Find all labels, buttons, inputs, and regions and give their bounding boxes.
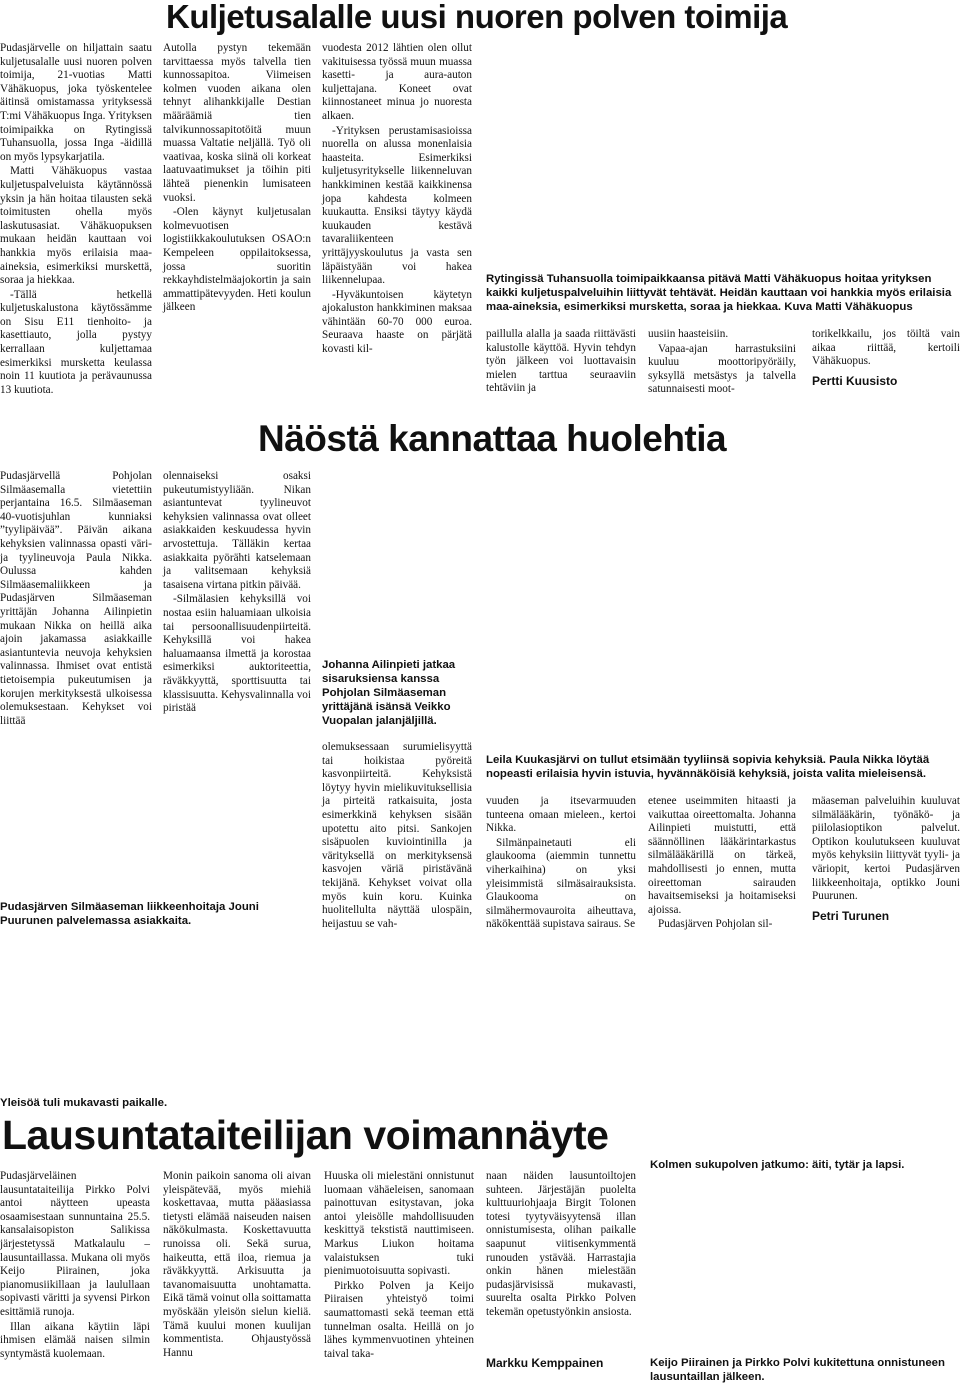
article3-byline: Markku Kemppainen <box>486 1356 604 1370</box>
article2-photo-3-caption: Leila Kuukasjärvi on tullut etsimään tyyliinsä sopivia kehyksiä. Paula Nikka löytää nopeasti erilaisia hyvin istuvia, hyvännäköisiä kehyksiä, joista valita mieleisensä. <box>486 754 930 780</box>
paragraph: Pudasjärvellä Pohjolan Silmäasemalla vietettiin perjantaina 16.5. Silmäaseman 40-vuotisjuhlan kunniaksi ”tyylipäivää”. Päivän aikana kehyksien valinnassa opasti väri- ja tyylineuvoja Paula Nikka. Oulussa kahden Silmäasemaliikkeen ja Pudasjärven Silmäaseman yrittäjän Johanna Ailinpietin mukaan Nikka on heillä aika ajoin jakamassa asiakkaille asiantuntevia neuvoja kehyksien valinnassa. Ihmiset ovat entistä tietoisempia pukeutumisen ja korujen merkityksestä ulkoisessa olemuksestaan. Kehykset voi liittää <box>0 470 152 727</box>
article3-column-2 <box>163 1170 311 1361</box>
paragraph: uusiin haasteisiin. <box>648 328 729 340</box>
paragraph: Vapaa-ajan harrastuksiini kuuluu moottoripyöräily, syksyllä metsästys ja talvella satunnaisesti moot- <box>648 342 796 396</box>
article1-headline: Kuljetusalalle uusi nuoren polven toimija <box>166 0 788 35</box>
paragraph: Pudasjärven Pohjolan sil- <box>658 918 773 931</box>
article2-photo-1-caption: Pudasjärven Silmäaseman liikkeenhoitaja Jouni Puurunen palvelemassa asiakkaita. <box>0 901 259 927</box>
paragraph: -Hyväkuntoisen käytetyn ajokaluston hankkiminen maksaa vähintään 60-70 000 euroa. Seuraava haaste on pärjätä kovasti kil- <box>322 288 472 356</box>
paragraph: -Silmälasien kehyksillä voi nostaa esiin haluamiaan ulkoisia tai persoonallisuudenpiirteitä. Kehyksillä voi hakea haluamaansa ilmettä ja korostaa esimerkiksi auktoriteettia, räväkkyyttä, sporttisuutta tai klassisuutta. Kehysvalinnalla voi piristää <box>163 593 311 715</box>
article2-column-4 <box>486 795 636 933</box>
article1-column-4 <box>486 328 636 397</box>
article3-column-4 <box>486 1170 636 1321</box>
paragraph: paillulla alalla ja saada riittävästi kalustolle käyttöä. Hyvin tehdyn työn jälkeen voi luottavaisin mielen tarttua seuraaviin tehtäviin ja <box>486 328 636 395</box>
article2-headline: Näöstä kannattaa huolehtia <box>258 418 727 459</box>
paragraph: Monin paikoin sanoma oli aivan yleispätevää, myös miehiä koskettavaa, mutta pääasiassa tietysti elämää naiseuden naisen näkökulmasta. Koskettavuutta runoissa oli. Sekä surua, haikeutta, että iloa, riemua ja räväkkyyttä. Arkisuutta ja tavanomaisuutta unohtamatta. Eikä tämä voinut olla soittamatta myöskään yleisön sielun kieliä. Tämä kuului monen kuulijan kommentista. Ohjaustyössä Hannu <box>163 1170 311 1359</box>
paragraph: Autolla pystyn tekemään tarvittaessa myös talvella tien kunnossapitoa. Viimeisen kolmen vuoden aikana olen tehnyt alihankkijalle Destian määräämiä tien talvikunnossapitotöitä muun muassa Valtatie neljällä. Työ oli vaativaa, koska siinä oli korkeat laatuvaatimukset ja töihin piti lähteä pienenkin lumisateen vuoksi. <box>163 42 311 204</box>
article3-photo-2-caption: Keijo Piirainen ja Pirkko Polvi kukitettuna onnistuneen lausuntaillan jälkeen. <box>650 1357 945 1383</box>
article2-column-2 <box>163 470 311 717</box>
paragraph: -Tällä hetkellä kuljetuskalustona käytössämme on Sisu E11 tienhoito- ja kasettiauto, jolla pystyy kerrallaan kuljettamaa esimerkiksi mursketta keulassa noin 11 kuutiota ja perävaunussa 13 kuutiota. <box>0 288 152 396</box>
paragraph: olemuksessaan surumielisyyttä tai hoikistaa pyöreitä kasvonpiirteitä. Kehyksistä löytyy hyvin mielikuvituksellisia ja pirteitä ratkaisuita, josta esimerkkinä kehyksen sisään upotettu aito pitsi. Sankojen sisäpuolen kuviointinilla ja värityksellä on merkityksensä kasvojen väriä piristävänä tekijänä. Kehykset voivat olla myös kuin koru. Kuinka huolitellulta näyttää ulospäin, heijastuu se vah- <box>322 741 472 930</box>
article2-photo-2-caption: Johanna Ailinpieti jatkaa sisaruksiensa kanssa Pohjolan Silmäaseman yrittäjänä isänsä Veikko Vuopalan jalanjäljillä. <box>322 659 456 727</box>
paragraph: Matti Vähäkuopus vastaa kuljetuspalveluista käytännössä yksin ja hän hoitaa tilausten sekä toimitusten ohella myös laskutusasiat. Vähäkuopuksen mukaan heidän kauttaan voi hankkia myös erilaisia maa-aineksia, esimerkiksi murskettä, soraa ja hiekkaa. <box>0 165 152 287</box>
article1-column-5 <box>648 328 796 398</box>
article3-headline: Lausuntataiteilijan voimannäyte <box>2 1112 609 1158</box>
paragraph: mäaseman palveluihin kuuluvat silmälääkärin, työnäkö- ja piilolasioptikon palvelut. Optikon koulutukseen kuuluvat myös kehyksiin liittyvät tyyli- ja väriopit, kertoi Pudasjärven liikkeenhoitaja, optikko Jouni Puurunen. <box>812 795 960 903</box>
article3-column-3 <box>324 1170 474 1362</box>
article3-top-photo <box>0 958 960 1094</box>
paragraph: torikelkkailu, jos töiltä vain aikaa riittää, kertoili Vähäkuopus. <box>812 328 960 368</box>
paragraph: Silmänpainetauti eli glaukooma (aiemmin tunnettu viherkaihina) on yksi yleisimmistä silmäsairauksista. Glaukooma on silmähermovauroita aiheuttava, näkökenttää supistava sairaus. Se <box>486 836 636 931</box>
article2-photo-2 <box>322 470 472 656</box>
article3-photo-2 <box>650 1176 960 1352</box>
article1-column-3 <box>322 42 472 358</box>
paragraph: Huuska oli mielestäni onnistunut luomaan vähäeleisen, sanomaan painottuvan esitystavan, joka antoi yleisölle mahdollisuuden keskittyä tekstistä nauttimiseen. Markus Liukon hoitama valaistuksen tuki pienimuotoisuutta sopivasti. <box>324 1170 474 1278</box>
article2-photo-3 <box>486 470 960 748</box>
article1-column-2 <box>163 42 311 316</box>
article1-photo-caption: Rytingissä Tuhansuolla toimipaikkaansa pitävä Matti Vähäkuopus hoitaa yrityksen kaikki kuljetuspalveluihin liittyvät tehtävät. Heidän kauttaan voi hankkia myös erilaisia maa-aineksia, esimerkiksi mursketta, soraa ja hiekkaa. Kuva Matti Vähäkuopus <box>486 273 952 313</box>
article2-photo-1 <box>0 752 310 898</box>
article2-column-3 <box>322 741 472 932</box>
article1-column-6 <box>812 328 960 388</box>
article1-column-1 <box>0 42 152 398</box>
article1-photo <box>486 44 960 268</box>
paragraph: -Yrityksen perustamisasioissa nuorella on alussa monenlaisia haasteita. Esimerkiksi kuljetusyritykselle liikenneluvan hankkiminen kestää kaikkinensa jopa kahdesta kolmeen kuukautta. Ensiksi täytyy käydä kuukauden kestävä tavaraliikenteen yrittäjyyskoulutus ja vasta sen läpäistyään voi hakea liikennelupaa. <box>322 124 472 287</box>
paragraph: etenee useimmiten hitaasti ja vaikuttaa oireettomalta. Johanna Ailinpieti muistutti, että säännöllinen lääkärintarkastus silmälääkärillä on tärkeä, mahdollisesti jo ennen, mutta oireettoman sairauden havaitsemiseksi ja hoitamiseksi ajoissa. <box>648 795 796 916</box>
article2-column-6 <box>812 795 960 923</box>
paragraph: naan näiden lausuntoiltojen suhteen. Järjestäjän puolelta kulttuuriohjaaja Birgit Tolonen totesi tyytyväisyytensä illan onnistumisesta, olihan paikalle saapunut viitisenkymmentä runouden ystävää. Harrastajia onkin hänen mielestään pudasjärvisissä mukavasti, suurelta osalta Pirkko Polven tekemän opetustyönkin ansiosta. <box>486 1170 636 1318</box>
paragraph: Pudasjärvelle on hiljattain saatu kuljetusalalle uusi nuoren polven toimija, 21-vuotias Matti Vähäkuopus, joka työskentelee äitinsä omistamassa yrityksessä T:mi Vähäkuopus Inga. Yrityksen toimipaikka on Rytingissä Tuhansuolla, jossa Inga -äidillä on myös lypsykarjatila. <box>0 42 152 163</box>
article2-column-5 <box>648 795 796 933</box>
article3-column-1 <box>0 1170 150 1362</box>
paragraph: olennaiseksi osaksi pukeutumistyyliään. Nikan asiantuntevat tyylineuvot kehyksien valinnassa ovat olleet asiakkaiden keskuudessa hyvin arvostettuja. Tälläkin kertaa asiakkaita pyörähti katselemaan ja valitsemaan kehyksiä tasaisena virtana pitkin päivää. <box>163 470 311 591</box>
paragraph: -Olen käynyt kuljetusalan kolmevuotisen logistiikkakoulutuksen OSAO:n Kempeleen oppilaitoksessa, jossa suoritin rekkayhdistelmäajokortin ja sain ammattipätevyyden. Heti koulun jälkeen <box>163 206 311 314</box>
paragraph: Pudasjärveläinen lausuntataiteilija Pirkko Polvi antoi näytteen upeasta osaamisestaan sunnuntaina 25.5. kansalaisopiston Salikissa järjestetyssä Matkalaulu – lausuntaillassa. Mukana oli myös Keijo Piirainen, joka pianomusiikillaan ja laulullaan sopivasti väritti ja syvensi Pirkon esittämiä runoja. <box>0 1170 150 1318</box>
article3-kicker: Yleisöä tuli mukavasti paikalle. <box>0 1097 168 1109</box>
paragraph: Pirkko Polven ja Keijo Piiraisen yhteistyö toimi saumattomasti sekä teeman että tunnelman osalta. Heillä on jo lähes kymmenvuotinen yhteinen taival taka- <box>324 1279 474 1360</box>
article2-column-1 <box>0 470 152 729</box>
article3-photo-1-caption: Kolmen sukupolven jatkumo: äiti, tytär ja lapsi. <box>650 1159 905 1171</box>
paragraph: Illan aikana käytiin läpi ihmisen elämää naisen silmin syntymästä kuolemaan. <box>0 1320 150 1360</box>
article2-byline: Petri Turunen <box>812 908 890 923</box>
paragraph: vuuden ja itsevarmuuden tunteena omaan mieleen., kertoi Nikka. <box>486 795 636 835</box>
paragraph: vuodesta 2012 lähtien olen ollut vakituisessa työssä muun muassa kasetti- ja aura-auton kuljettajana. Koneet ovat kiinnostaneet minua jo nuoresta alkaen. <box>322 42 472 122</box>
article1-byline: Pertti Kuusisto <box>812 373 898 388</box>
